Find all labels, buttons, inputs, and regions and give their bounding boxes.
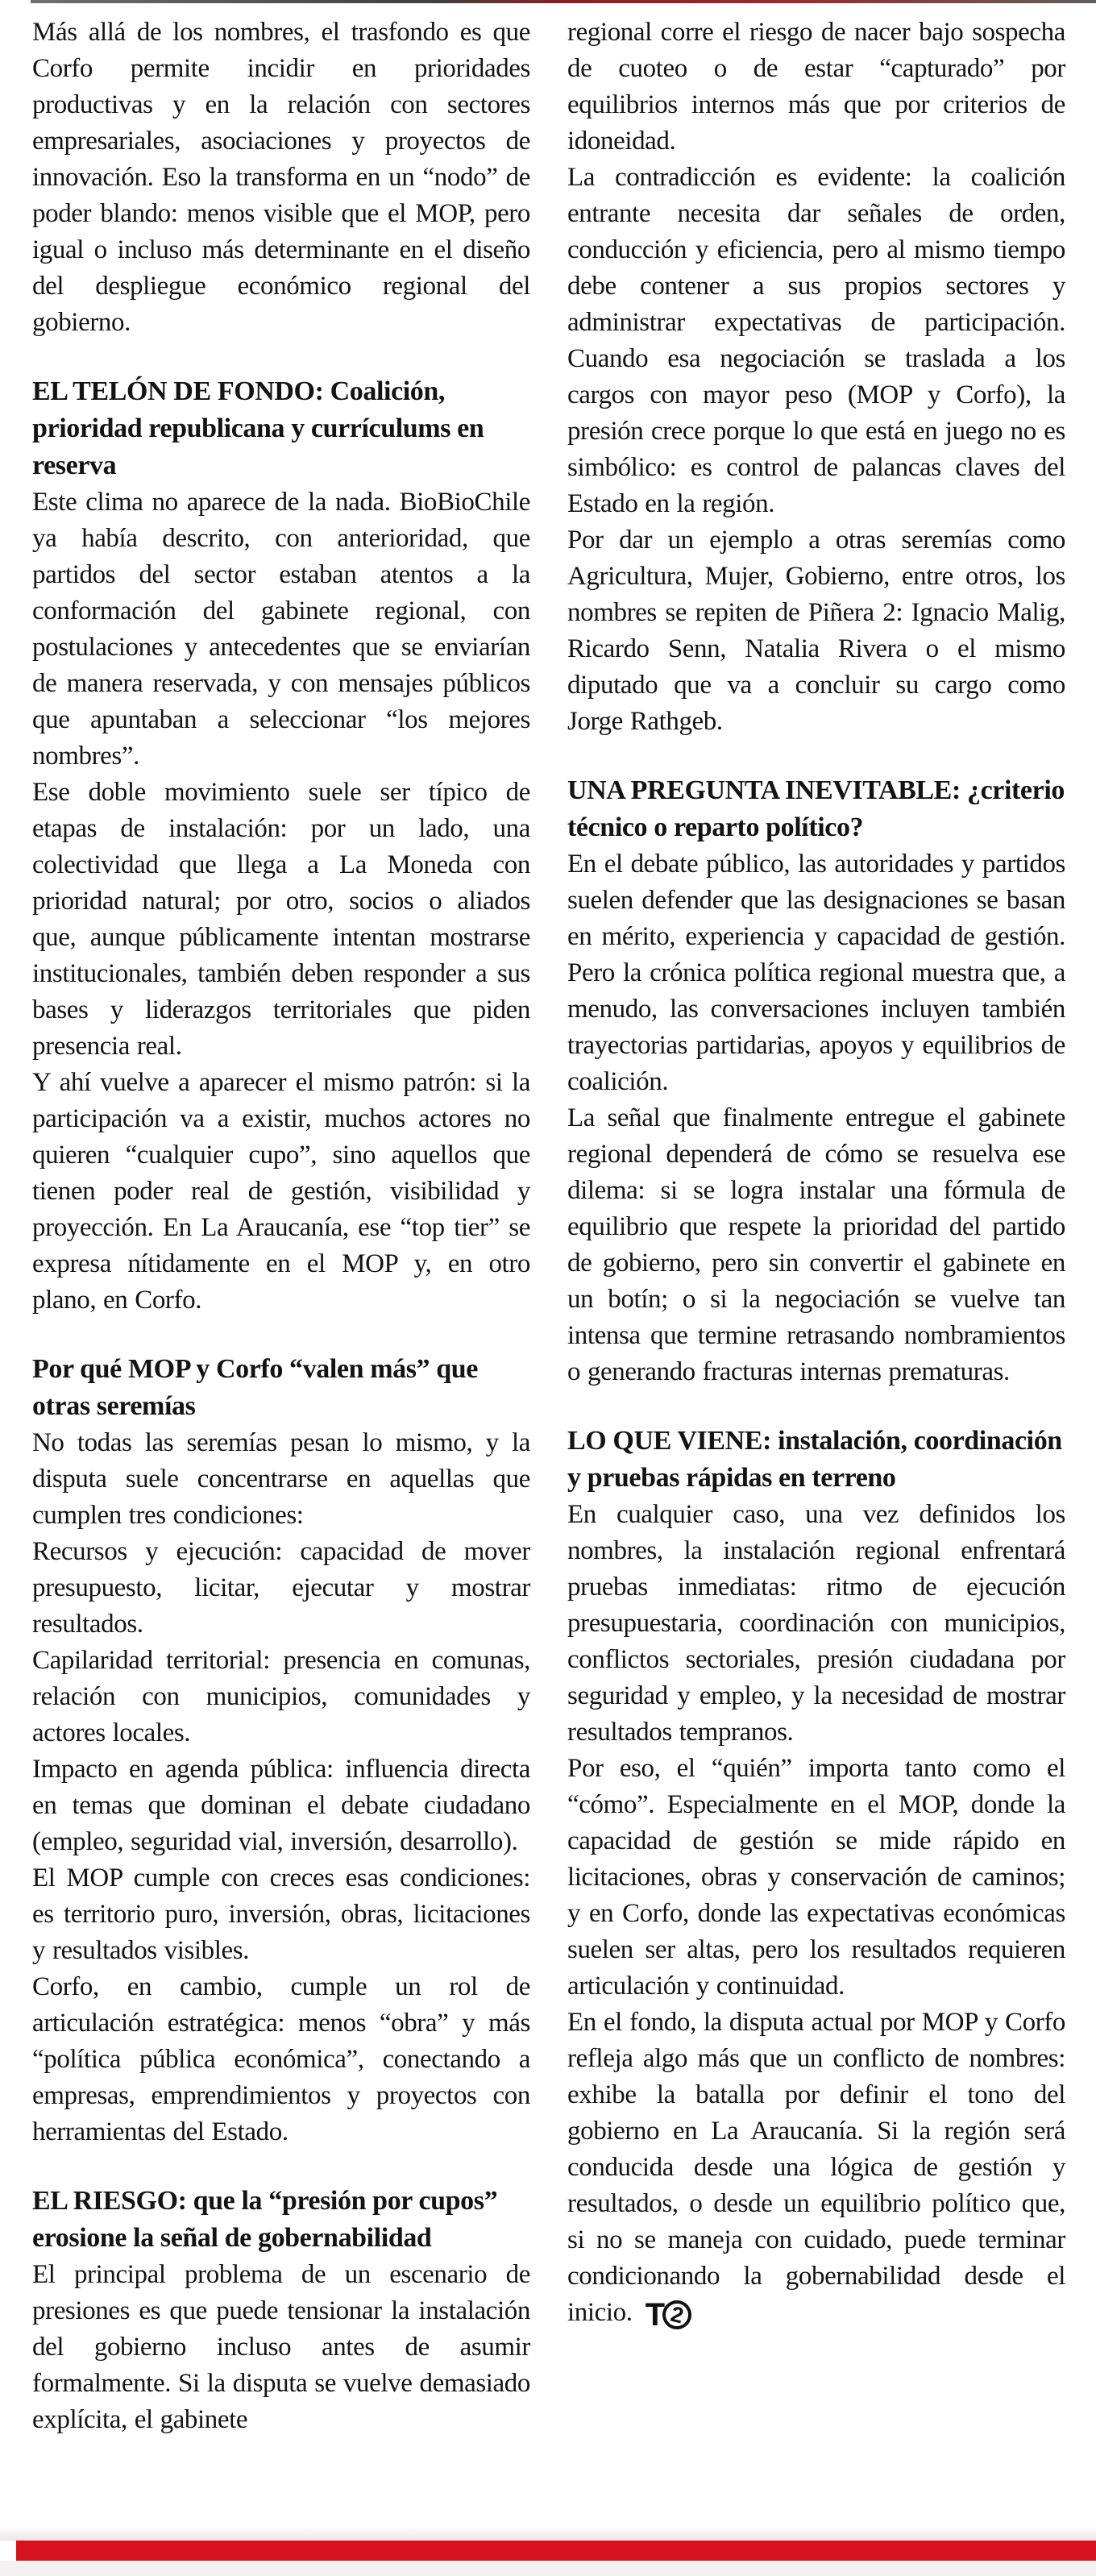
top-divider-rule [31,0,1096,3]
paragraph: El MOP cumple con creces esas condiciones: es territorio puro, inversión, obras, licitaciones y resultados visibles. [32,1863,530,1965]
right-column [567,15,1065,2438]
paragraph: En cualquier caso, una vez definidos los nombres, la instalación regional enfrentará pruebas inmediatas: ritmo de ejecución presupuestaria, coordinación con municipios, conflictos sectoriales, presión ciudadana por seguridad y empleo, y la necesidad de mostrar resultados tempranos. [567,1500,1065,1747]
section-heading-telon-de-fondo: EL TELÓN DE FONDO: Coalición, prioridad republicana y currículums en reserva [32,376,484,480]
paragraph: Más allá de los nombres, el trasfondo es que Corfo permite incidir en prioridades productivas y en la relación con sectores empresariales, asociaciones y proyectos de innovación. Eso la transforma en un “nodo” de poder blando: menos visible que el MOP, pero igual o incluso más determinante en el diseño del despliegue económico regional del gobierno. [32,18,530,337]
paragraph: regional corre el riesgo de nacer bajo sospecha de cuoteo o de estar “capturado” por equilibrios internos más que por criterios de idoneidad. [567,18,1065,156]
paragraph: Capilaridad territorial: presencia en comunas, relación con municipios, comunidades y actores locales. [32,1646,530,1747]
section-heading-lo-que-viene: LO QUE VIENE: instalación, coordinación y pruebas rápidas en terreno [567,1426,1062,1493]
end-mark-letter: T [645,2297,665,2333]
paragraph: Impacto en agenda pública: influencia directa en temas que dominan el debate ciudadano (empleo, seguridad vial, inversión, desarrollo). [32,1755,530,1856]
paragraph: Por dar un ejemplo a otras seremías como Agricultura, Mujer, Gobierno, entre otros, los nombres se repiten de Piñera 2: Ignacio Malig, Ricardo Senn, Natalia Rivera o el mismo diputado que va a concluir su cargo como Jorge Rathgeb. [567,526,1065,736]
paragraph-final [567,2005,1065,2331]
left-column [32,15,530,2438]
paragraph: El principal problema de un escenario de presiones es que puede tensionar la instalación del gobierno incluso antes de asumir formalmente. Si la disputa se vuelve demasiado explícita, el gabinete [32,2260,530,2434]
end-mark-number: 2 [659,2297,695,2333]
paragraph: Ese doble movimiento suele ser típico de etapas de instalación: por un lado, una colectividad que llega a La Moneda con prioridad natural; por otro, socios o aliados que, aunque públicamente intentan mostrarse institucionales, también deben responder a sus bases y liderazgos territoriales que piden presencia real. [32,778,530,1061]
paragraph: Y ahí vuelve a aparecer el mismo patrón: si la participación va a existir, muchos actores no quieren “cualquier cupo”, sino aquellos que tienen poder real de gestión, visibilidad y proyección. En La Araucanía, ese “top tier” se expresa nítidamente en el MOP y, en otro plano, en Corfo. [32,1068,530,1315]
section-heading-una-pregunta-inevitable: UNA PREGUNTA INEVITABLE: ¿criterio técnico o reparto político? [567,775,1065,842]
t2-end-mark-icon [646,2299,691,2331]
paragraph: Recursos y ejecución: capacidad de mover presupuesto, licitar, ejecutar y mostrar resultados. [32,1537,530,1639]
paragraph: La señal que finalmente entregue el gabinete regional dependerá de cómo se resuelva ese dilema: si se logra instalar una fórmula de equilibrio que respete la prioridad del partido de gobierno, pero sin convertir el gabinete en un botín; o si la negociación se vuelve tan intensa que termine retrasando nombramientos o generando fracturas internas prematuras. [567,1103,1065,1386]
paragraph: La contradicción es evidente: la coalición entrante necesita dar señales de orden, conducción y eficiencia, pero al mismo tiempo debe contener a sus propios sectores y administrar expectativas de participación. Cuando esa negociación se traslada a los cargos con mayor peso (MOP y Corfo), la presión crece porque lo que está en juego no es simbólico: es control de palancas claves del Estado en la región. [567,163,1065,518]
paragraph-text: En el fondo, la disputa actual por MOP y Corfo refleja algo más que un conflicto de nombres: exhibe la batalla por definir el tono del gobierno en La Araucanía. Si la región será conducida desde una lógica de gestión y resultados, o desde un equilibrio político que, si no se maneja con cuidado, puede terminar condicionando la gobernabilidad desde el inicio. [567,2008,1065,2327]
paragraph: Este clima no aparece de la nada. BioBioChile ya había descrito, con anterioridad, que partidos del sector estaban atentos a la conformación del gabinete regional, con postulaciones y antecedentes que se enviarían de manera reservada, y con mensajes públicos que apuntaban a seleccionar “los mejores nombres”. [32,488,530,771]
section-heading-por-que-mop-corfo: Por qué MOP y Corfo “valen más” que otras seremías [32,1354,478,1421]
paragraph: Corfo, en cambio, cumple un rol de articulación estratégica: menos “obra” y más “política pública económica”, conectando a empresas, emprendimientos y proyectos con herramientas del Estado. [32,1972,530,2146]
bottom-footer-strip [0,2561,1096,2576]
paragraph: En el debate público, las autoridades y partidos suelen defender que las designaciones se basan en mérito, experiencia y capacidad de gestión. Pero la crónica política regional muestra que, a menudo, las conversaciones incluyen también trayectorias partidarias, apoyos y equilibrios de coalición. [567,850,1065,1096]
bottom-shadow-strip [0,2526,1096,2541]
paragraph: No todas las seremías pesan lo mismo, y la disputa suele concentrarse en aquellas que cumplen tres condiciones: [32,1428,530,1530]
paragraph: Por eso, el “quién” importa tanto como el “cómo”. Especialmente en el MOP, donde la capacidad de gestión se mide rápido en licitaciones, obras y conservación de caminos; y en Corfo, donde las expectativas económicas suelen ser altas, pero los resultados requieren articulación y continuidad. [567,1754,1065,2001]
bottom-red-bar [16,2541,1096,2561]
section-heading-el-riesgo: EL RIESGO: que la “presión por cupos” erosione la señal de gobernabilidad [32,2186,498,2253]
